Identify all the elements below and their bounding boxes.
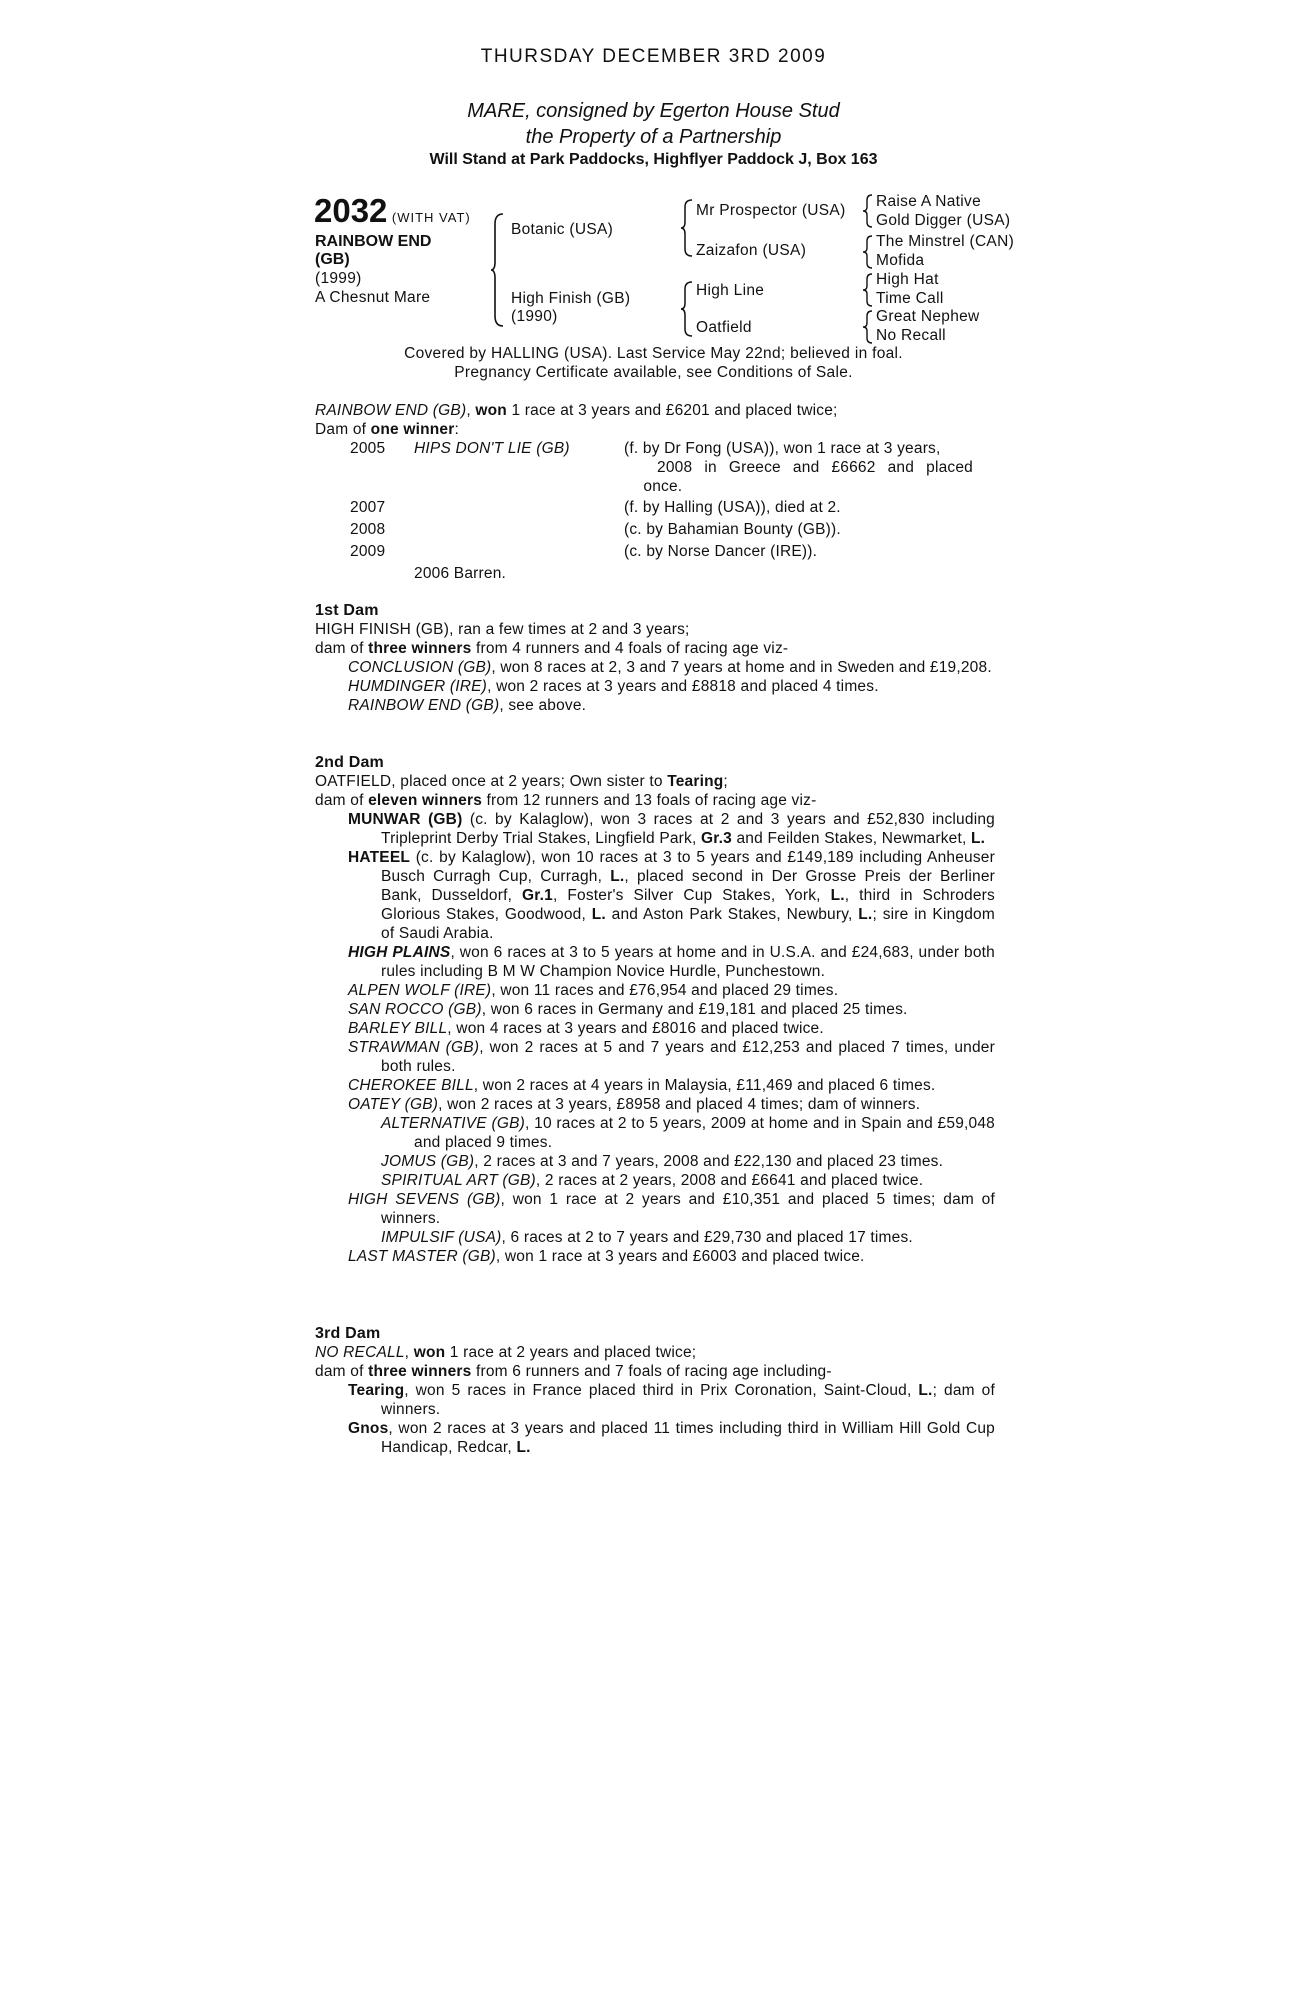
horse-country: (GB) — [315, 251, 350, 268]
pedigree-ds-dam: Time Call — [876, 290, 944, 307]
first-dam-section — [315, 601, 995, 715]
second-dam-entry: HIGH PLAINS, won 6 races at 3 to 5 years at home and in U.S.A. and £24,683, under both rules including B M W Champion Novice Hurdle, Punchestown. — [348, 944, 995, 980]
horse-name: RAINBOW END — [315, 233, 432, 250]
lot-number-row — [314, 192, 471, 230]
horse-description: A Chesnut Mare — [315, 289, 431, 306]
second-dam-entry: MUNWAR (GB) (c. by Kalaglow), won 3 races at 2 and 3 years and £52,830 including Tripleprint Derby Trial Stakes, Lingfield Park, Gr.3 and Feilden Stakes, Newmarket, L. — [348, 811, 995, 847]
pedigree-dam: High Finish (GB) — [511, 290, 631, 307]
produce-barren: 2006 Barren. — [414, 565, 507, 582]
pedigree-brace-ss — [862, 193, 874, 229]
pedigree-brace-main — [490, 212, 506, 328]
second-dam-entry: LAST MASTER (GB), won 1 race at 3 years and £6003 and placed twice. — [348, 1248, 865, 1265]
pedigree-brace-ds — [862, 272, 874, 308]
second-dam-title: 2nd Dam — [315, 754, 384, 771]
third-dam-entry: Gnos, won 2 races at 3 years and placed 11 times including third in William Hill Gold Cup Handicap, Redcar, L. — [348, 1420, 995, 1456]
sale-date: THURSDAY DECEMBER 3RD 2009 — [480, 46, 827, 67]
pedigree-dam-year: (1990) — [511, 308, 558, 325]
location-line: Will Stand at Park Paddocks, Highflyer Paddock J, Box 163 — [429, 151, 878, 168]
second-dam-section — [315, 753, 995, 1266]
second-dam-subentry: IMPULSIF (USA), 6 races at 2 to 7 years and £29,730 and placed 17 times. — [381, 1229, 913, 1246]
third-dam-summary: dam of three winners from 6 runners and 7 foals of racing age including- — [315, 1363, 832, 1380]
produce-row: 2009 (c. by Norse Dancer (IRE)). — [350, 543, 818, 560]
second-dam-entry: ALPEN WOLF (IRE), won 11 races and £76,954 and placed 29 times. — [348, 982, 839, 999]
second-dam-entry: SAN ROCCO (GB), won 6 races in Germany and £19,181 and placed 25 times. — [348, 1001, 908, 1018]
covered-line: Covered by HALLING (USA). Last Service May 22nd; believed in foal. — [404, 345, 903, 362]
produce-row: 2005 HIPS DON'T LIE (GB) (f. by Dr Fong (USA)), won 1 race at 3 years, — [350, 440, 941, 457]
produce-row-cont: 2008 in Greece and £6662 and placed — [657, 459, 973, 476]
pedigree-brace-sire — [680, 198, 694, 258]
first-dam-entry: CONCLUSION (GB), won 8 races at 2, 3 and 7 years at home and in Sweden and £19,208. — [348, 659, 992, 676]
third-dam-line: NO RECALL, won 1 race at 2 years and placed twice; — [315, 1344, 697, 1361]
pedigree-ds-sire: High Hat — [876, 271, 939, 288]
horse-year: (1999) — [315, 270, 362, 287]
produce-dam-of: Dam of one winner: — [315, 421, 460, 438]
pedigree-dd-sire: Great Nephew — [876, 308, 980, 325]
second-dam-entry: OATEY (GB), won 2 races at 3 years, £8958 and placed 4 times; dam of winners. — [348, 1096, 921, 1113]
produce-row: 2008 (c. by Bahamian Bounty (GB)). — [350, 521, 841, 538]
first-dam-title: 1st Dam — [315, 602, 379, 619]
pedigree-sire-sire: Mr Prospector (USA) — [696, 202, 846, 219]
produce-row: 2007 (f. by Halling (USA)), died at 2. — [350, 499, 841, 516]
first-dam-line: HIGH FINISH (GB), ran a few times at 2 and 3 years; — [315, 621, 690, 638]
pedigree-sire-dam: Zaizafon (USA) — [696, 242, 807, 259]
pedigree-ss-sire: Raise A Native — [876, 193, 982, 210]
pregnancy-line: Pregnancy Certificate available, see Conditions of Sale. — [454, 364, 853, 381]
pedigree-dam-sire: High Line — [696, 282, 765, 299]
second-dam-subentry: ALTERNATIVE (GB), 10 races at 2 to 5 years, 2009 at home and in Spain and £59,048 and placed 9 times. — [381, 1115, 995, 1151]
second-dam-entry: STRAWMAN (GB), won 2 races at 5 and 7 years and £12,253 and placed 7 times, under both rules. — [348, 1039, 995, 1075]
pedigree-sd-sire: The Minstrel (CAN) — [876, 233, 1015, 250]
third-dam-entry: Tearing, won 5 races in France placed third in Prix Coronation, Saint-Cloud, L.; dam of winners. — [348, 1382, 995, 1418]
pedigree-sire: Botanic (USA) — [511, 221, 614, 238]
first-dam-entry: RAINBOW END (GB), see above. — [348, 697, 587, 714]
second-dam-subentry: SPIRITUAL ART (GB), 2 races at 2 years, 2008 and £6641 and placed twice. — [381, 1172, 924, 1189]
second-dam-line: OATFIELD, placed once at 2 years; Own sister to Tearing; — [315, 773, 728, 790]
pedigree-ss-dam: Gold Digger (USA) — [876, 212, 1011, 229]
lot-number: 2032 — [314, 192, 388, 229]
second-dam-subentry: JOMUS (GB), 2 races at 3 and 7 years, 2008 and £22,130 and placed 23 times. — [381, 1153, 944, 1170]
produce-intro: RAINBOW END (GB), won 1 race at 3 years and £6201 and placed twice; — [315, 402, 838, 419]
second-dam-entry: CHEROKEE BILL, won 2 races at 4 years in Malaysia, £11,469 and placed 6 times. — [348, 1077, 936, 1094]
property-line: the Property of a Partnership — [525, 126, 782, 148]
vat-note: (WITH VAT) — [391, 210, 471, 225]
second-dam-entry: HIGH SEVENS (GB), won 1 race at 2 years and £10,351 and placed 5 times; dam of winners. — [348, 1191, 995, 1227]
produce-row-cont: once. — [643, 478, 683, 495]
first-dam-summary: dam of three winners from 4 runners and 4 foals of racing age viz- — [315, 640, 789, 657]
pedigree-dd-dam: No Recall — [876, 327, 946, 344]
produce-record — [315, 401, 995, 583]
third-dam-title: 3rd Dam — [315, 1325, 381, 1342]
second-dam-entry: HATEEL (c. by Kalaglow), won 10 races at 3 to 5 years and £149,189 including Anheuser Busch Curragh Cup, Curragh, L., placed second in Der Grosse Preis der Berliner Bank, Dusseldorf, Gr.1, Foster's Silver Cup Stakes, York, L., third in Schroders Glorious Stakes, Goodwood, L. and Aston Park Stakes, Newbury, L.; sire in Kingdom of Saudi Arabia. — [348, 849, 996, 942]
third-dam-section — [315, 1324, 995, 1457]
second-dam-summary: dam of eleven winners from 12 runners and 13 foals of racing age viz- — [315, 792, 817, 809]
pedigree-brace-dd — [862, 309, 874, 345]
pedigree-sd-dam: Mofida — [876, 252, 925, 269]
pedigree-brace-dam — [680, 280, 694, 338]
pedigree-brace-sd — [862, 234, 874, 270]
first-dam-entry: HUMDINGER (IRE), won 2 races at 3 years and £8818 and placed 4 times. — [348, 678, 879, 695]
second-dam-entry: BARLEY BILL, won 4 races at 3 years and £8016 and placed twice. — [348, 1020, 824, 1037]
consignor-line: MARE, consigned by Egerton House Stud — [467, 100, 840, 122]
pedigree-dam-dam: Oatfield — [696, 319, 752, 336]
